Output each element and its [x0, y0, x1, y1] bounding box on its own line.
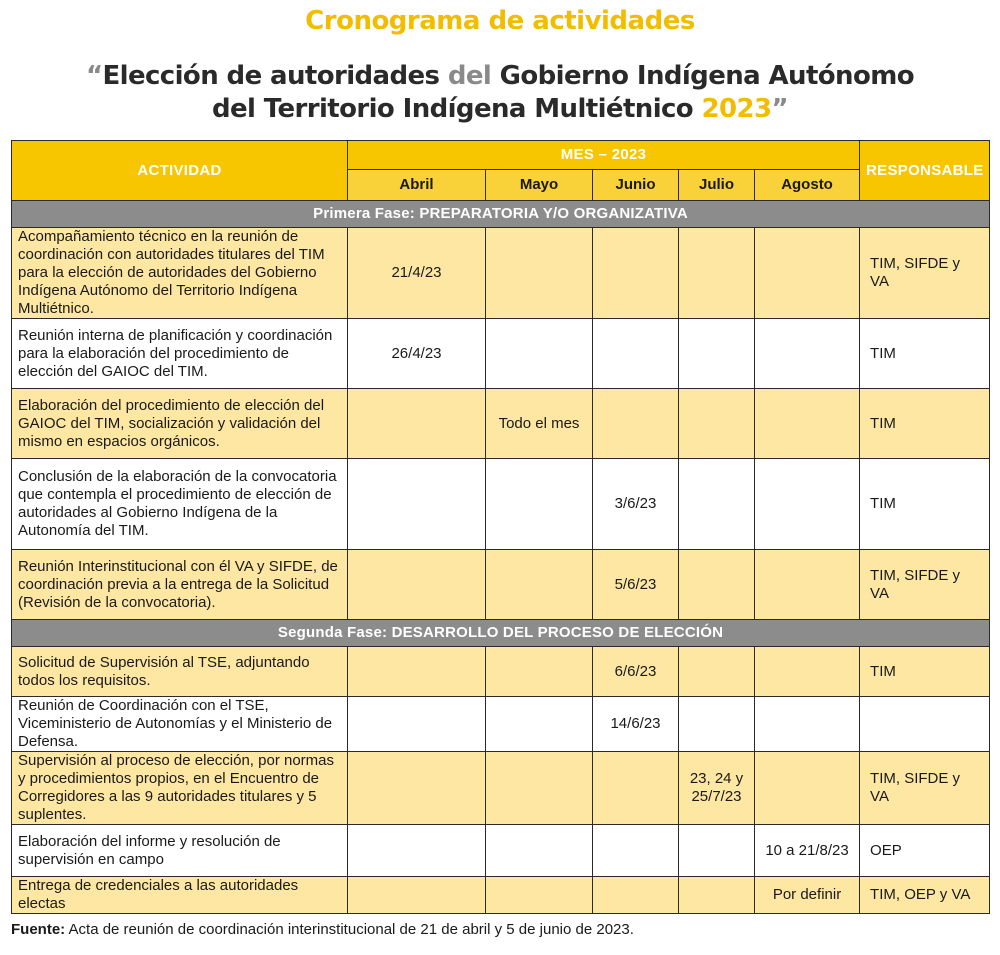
- header-month: Mayo: [486, 170, 593, 201]
- date-cell: [679, 697, 755, 752]
- date-cell: [348, 459, 486, 550]
- document-subtitle: [0, 60, 1000, 126]
- header-responsable: RESPONSABLE: [860, 141, 990, 201]
- date-cell: [348, 550, 486, 620]
- date-cell: [755, 228, 860, 319]
- date-cell: [755, 550, 860, 620]
- date-cell: 14/6/23: [593, 697, 679, 752]
- date-cell: [755, 697, 860, 752]
- open-quote: “: [85, 61, 103, 91]
- header-month: Abril: [348, 170, 486, 201]
- activity-cell: Elaboración del informe y resolución de supervisión en campo: [12, 825, 348, 877]
- subtitle-line-1: [0, 60, 1000, 93]
- date-cell: [755, 459, 860, 550]
- date-cell: [679, 228, 755, 319]
- subtitle-year: 2023: [701, 94, 772, 124]
- table-row: [12, 389, 990, 459]
- header-actividad: ACTIVIDAD: [12, 141, 348, 201]
- date-cell: [679, 647, 755, 697]
- activity-cell: Reunión de Coordinación con el TSE, Viceministerio de Autonomías y el Ministerio de Defensa.: [12, 697, 348, 752]
- responsible-cell: TIM: [860, 647, 990, 697]
- date-cell: [593, 389, 679, 459]
- responsible-cell: TIM, SIFDE y VA: [860, 550, 990, 620]
- activity-cell: Reunión Interinstitucional con él VA y SIFDE, de coordinación previa a la entrega de la Solicitud (Revisión de la convocatoria).: [12, 550, 348, 620]
- table-row: [12, 752, 990, 825]
- date-cell: [486, 825, 593, 877]
- source-label: Fuente:: [11, 921, 66, 938]
- subtitle-part-3: Gobierno Indígena Autónomo: [499, 61, 914, 91]
- responsible-cell: TIM: [860, 389, 990, 459]
- responsible-cell: TIM, OEP y VA: [860, 877, 990, 914]
- date-cell: [755, 647, 860, 697]
- phase-header: Primera Fase: PREPARATORIA Y/O ORGANIZATIVA: [12, 201, 990, 228]
- activity-cell: Elaboración del procedimiento de elección del GAIOC del TIM, socialización y validación del mismo en espacios orgánicos.: [12, 389, 348, 459]
- table-row: [12, 877, 990, 914]
- date-cell: [679, 459, 755, 550]
- date-cell: 10 a 21/8/23: [755, 825, 860, 877]
- header-month: Agosto: [755, 170, 860, 201]
- date-cell: [348, 697, 486, 752]
- date-cell: [593, 319, 679, 389]
- table-row: [12, 825, 990, 877]
- header-month: Julio: [679, 170, 755, 201]
- table-row: [12, 697, 990, 752]
- date-cell: [486, 697, 593, 752]
- date-cell: [679, 825, 755, 877]
- date-cell: [755, 319, 860, 389]
- table-row: [12, 228, 990, 319]
- table-row: [12, 459, 990, 550]
- activity-cell: Acompañamiento técnico en la reunión de coordinación con autoridades titulares del TIM para la elección de autoridades del Gobierno Indígena Autónomo del Territorio Indígena Multiétnico.: [12, 228, 348, 319]
- date-cell: [348, 752, 486, 825]
- date-cell: [593, 228, 679, 319]
- header-mes: MES – 2023: [348, 141, 860, 170]
- subtitle-part-1: Elección de autoridades: [102, 61, 440, 91]
- subtitle-line-2-text: del Territorio Indígena Multiétnico: [212, 94, 694, 124]
- table-row: [12, 550, 990, 620]
- date-cell: [486, 647, 593, 697]
- date-cell: [486, 228, 593, 319]
- schedule-table: [11, 140, 990, 914]
- date-cell: [593, 752, 679, 825]
- phase-header: Segunda Fase: DESARROLLO DEL PROCESO DE ELECCIÓN: [12, 620, 990, 647]
- source-note: [11, 921, 634, 938]
- date-cell: [679, 319, 755, 389]
- subtitle-line-2: [0, 93, 1000, 126]
- page-title: Cronograma de actividades: [305, 6, 695, 36]
- date-cell: [486, 550, 593, 620]
- close-quote: ”: [771, 94, 788, 124]
- date-cell: [348, 825, 486, 877]
- date-cell: [755, 752, 860, 825]
- activity-cell: Conclusión de la elaboración de la convocatoria que contempla el procedimiento de elección de autoridades al Gobierno Indígena de la Autonomía del TIM.: [12, 459, 348, 550]
- date-cell: 3/6/23: [593, 459, 679, 550]
- date-cell: [679, 389, 755, 459]
- date-cell: [486, 459, 593, 550]
- activity-cell: Supervisión al proceso de elección, por normas y procedimientos propios, en el Encuentro de Corregidores a las 9 autoridades titulares y 5 suplentes.: [12, 752, 348, 825]
- responsible-cell: [860, 697, 990, 752]
- activity-cell: Solicitud de Supervisión al TSE, adjuntando todos los requisitos.: [12, 647, 348, 697]
- table-row: [12, 319, 990, 389]
- responsible-cell: TIM, SIFDE y VA: [860, 228, 990, 319]
- date-cell: [486, 877, 593, 914]
- date-cell: [486, 752, 593, 825]
- date-cell: [593, 825, 679, 877]
- date-cell: [348, 389, 486, 459]
- date-cell: [486, 319, 593, 389]
- activity-cell: Entrega de credenciales a las autoridades electas: [12, 877, 348, 914]
- date-cell: 26/4/23: [348, 319, 486, 389]
- source-text: Acta de reunión de coordinación interinstitucional de 21 de abril y 5 de junio de 2023.: [68, 921, 634, 938]
- responsible-cell: OEP: [860, 825, 990, 877]
- responsible-cell: TIM: [860, 459, 990, 550]
- date-cell: 21/4/23: [348, 228, 486, 319]
- date-cell: [679, 550, 755, 620]
- responsible-cell: TIM: [860, 319, 990, 389]
- date-cell: Por definir: [755, 877, 860, 914]
- date-cell: [679, 877, 755, 914]
- header-month: Junio: [593, 170, 679, 201]
- date-cell: [348, 877, 486, 914]
- date-cell: [348, 647, 486, 697]
- responsible-cell: TIM, SIFDE y VA: [860, 752, 990, 825]
- date-cell: 5/6/23: [593, 550, 679, 620]
- date-cell: 23, 24 y 25/7/23: [679, 752, 755, 825]
- subtitle-part-2: del: [447, 61, 492, 91]
- date-cell: [755, 389, 860, 459]
- date-cell: [593, 877, 679, 914]
- activity-cell: Reunión interna de planificación y coordinación para la elaboración del procedimiento de elección del GAIOC del TIM.: [12, 319, 348, 389]
- date-cell: Todo el mes: [486, 389, 593, 459]
- date-cell: 6/6/23: [593, 647, 679, 697]
- table-row: [12, 647, 990, 697]
